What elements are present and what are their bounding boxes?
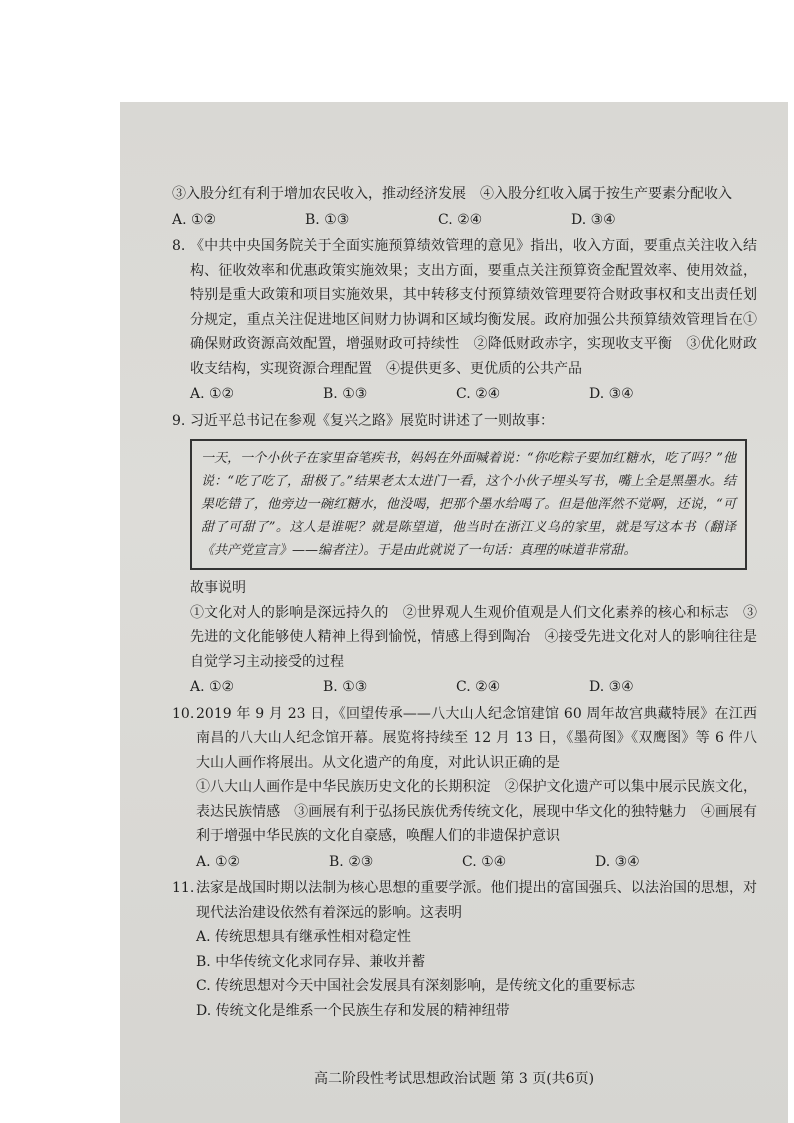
q8-option-c: C. ②④ [456, 386, 501, 402]
story-box [190, 439, 747, 570]
exam-page [120, 102, 788, 1123]
q10-options [172, 850, 757, 875]
question-10 [172, 702, 757, 776]
q8-option-b: B. ①③ [323, 386, 368, 402]
question-11 [172, 876, 757, 925]
question-8-text: 《中共中央国务院关于全面实施预算绩效管理的意见》指出，收入方面，要重点关注收入结构、征收效率和优惠政策实施效果；支出方面，要重点关注预算资金配置效率、使用效益，特别是重大政策和项目实施效果，其中转移支付预算绩效管理要符合财政事权和支出责任划分规定，重点关注促进地区间财力协调和区域均衡发展。政府加强公共预算绩效管理旨在①确保财政资源高效配置，增强财政可持续性 ②降低财政赤字，实现收支平衡 ③优化财政收支结构，实现资源合理配置 ④提供更多、更优质的公共产品 [190, 238, 757, 377]
q7-option-d: D. ③④ [571, 211, 616, 228]
question-11-number: 11. [172, 880, 195, 896]
question-10-number: 10. [172, 705, 195, 722]
question-11-text: 法家是战国时期以法制为核心思想的重要学派。他们提出的富国强兵、以法治国的思想，对现代法治建设依然有着深远的影响。这表明 [196, 880, 757, 921]
q10-option-b: B. ②③ [329, 853, 374, 870]
q9-option-d: D. ③④ [589, 679, 634, 695]
q7-option-a: A. ①② [172, 211, 217, 228]
q8-option-d: D. ③④ [589, 386, 634, 402]
q9-option-a: A. ①② [190, 679, 235, 695]
q9-option-b: B. ①③ [323, 679, 368, 695]
q10-option-d: D. ③④ [595, 853, 640, 870]
question-9 [172, 409, 757, 434]
q11-option-c: C. 传统思想对今天中国社会发展具有深刻影响，是传统文化的重要标志 [196, 978, 636, 994]
q11-options [172, 925, 757, 1023]
question-8-number: 8. [172, 238, 186, 254]
question-9-text: 习近平总书记在参观《复兴之路》展览时讲述了一则故事： [190, 412, 554, 429]
q9-options [172, 675, 757, 700]
question-10-text: 2019 年 9 月 23 日，《回望传承——八大山人纪念馆建馆 60 周年故宫典藏特展》在江西南昌的八大山人纪念馆开幕。展览将持续至 12 月 13 日，《墨荷图》《双鹰图》等 6 件八大山人画作将展出。从文化遗产的角度，对此认识正确的是 [196, 705, 757, 771]
q10-option-c: C. ①④ [462, 853, 507, 870]
q11-option-a: A. 传统思想具有继承性相对稳定性 [196, 929, 412, 945]
exam-content [172, 182, 757, 1023]
question-8 [172, 234, 757, 381]
q9-choices: ①文化对人的影响是深远持久的 ②世界观人生观价值观是人们文化素养的核心和标志 ③先进的文化能够使人精神上得到愉悦，情感上得到陶冶 ④接受先进文化对人的影响往往是自觉学习主动接受的过程 [190, 604, 757, 670]
q11-option-d: D. 传统文化是维系一个民族生存和发展的精神纽带 [196, 1002, 510, 1019]
story-text: 一天，一个小伙子在家里奋笔疾书，妈妈在外面喊着说：“你吃粽子要加红糖水，吃了吗？”他说：“吃了吃了，甜极了。”结果老太太进门一看，这个小伙子埋头写书，嘴上全是黑墨水。结果吃错了，他旁边一碗红糖水，他没喝，把那个墨水给喝了。但是他浑然不觉啊，还说，“可甜了可甜了”。这人是谁呢？就是陈望道，他当时在浙江义乌的家里，就是写这本书（翻译《共产党宣言》——编者注）。于是由此就说了一句话：真理的味道非常甜。 [201, 451, 736, 558]
q11-option-b: B. 中华传统文化求同存异、兼收并蓄 [196, 953, 426, 970]
q7-option-c: C. ②④ [438, 211, 483, 228]
question-9-number: 9. [172, 412, 186, 429]
q10-choices: ①八大山人画作是中华民族历史文化的长期积淀 ②保护文化遗产可以集中展示民族文化，表达民族情感 ③画展有利于弘扬民族优秀传统文化，展现中华文化的独特魅力 ④画展有利于增强中华民族的文化自豪感，唤醒人们的非遗保护意识 [196, 779, 757, 844]
q9-option-c: C. ②④ [456, 679, 501, 695]
q9-lead: 故事说明 [190, 580, 246, 596]
q7-option-b: B. ①③ [305, 211, 350, 228]
q10-option-a: A. ①② [196, 853, 241, 870]
q8-option-a: A. ①② [190, 386, 235, 402]
q7-choices-tail: ③入股分红有利于增加农民收入，推动经济发展 ④入股分红收入属于按生产要素分配收入 [172, 186, 732, 202]
q8-options [172, 382, 757, 407]
q7-options [172, 208, 757, 233]
page-footer: 高二阶段性考试思想政治试题 第 3 页(共6页) [313, 1071, 595, 1087]
